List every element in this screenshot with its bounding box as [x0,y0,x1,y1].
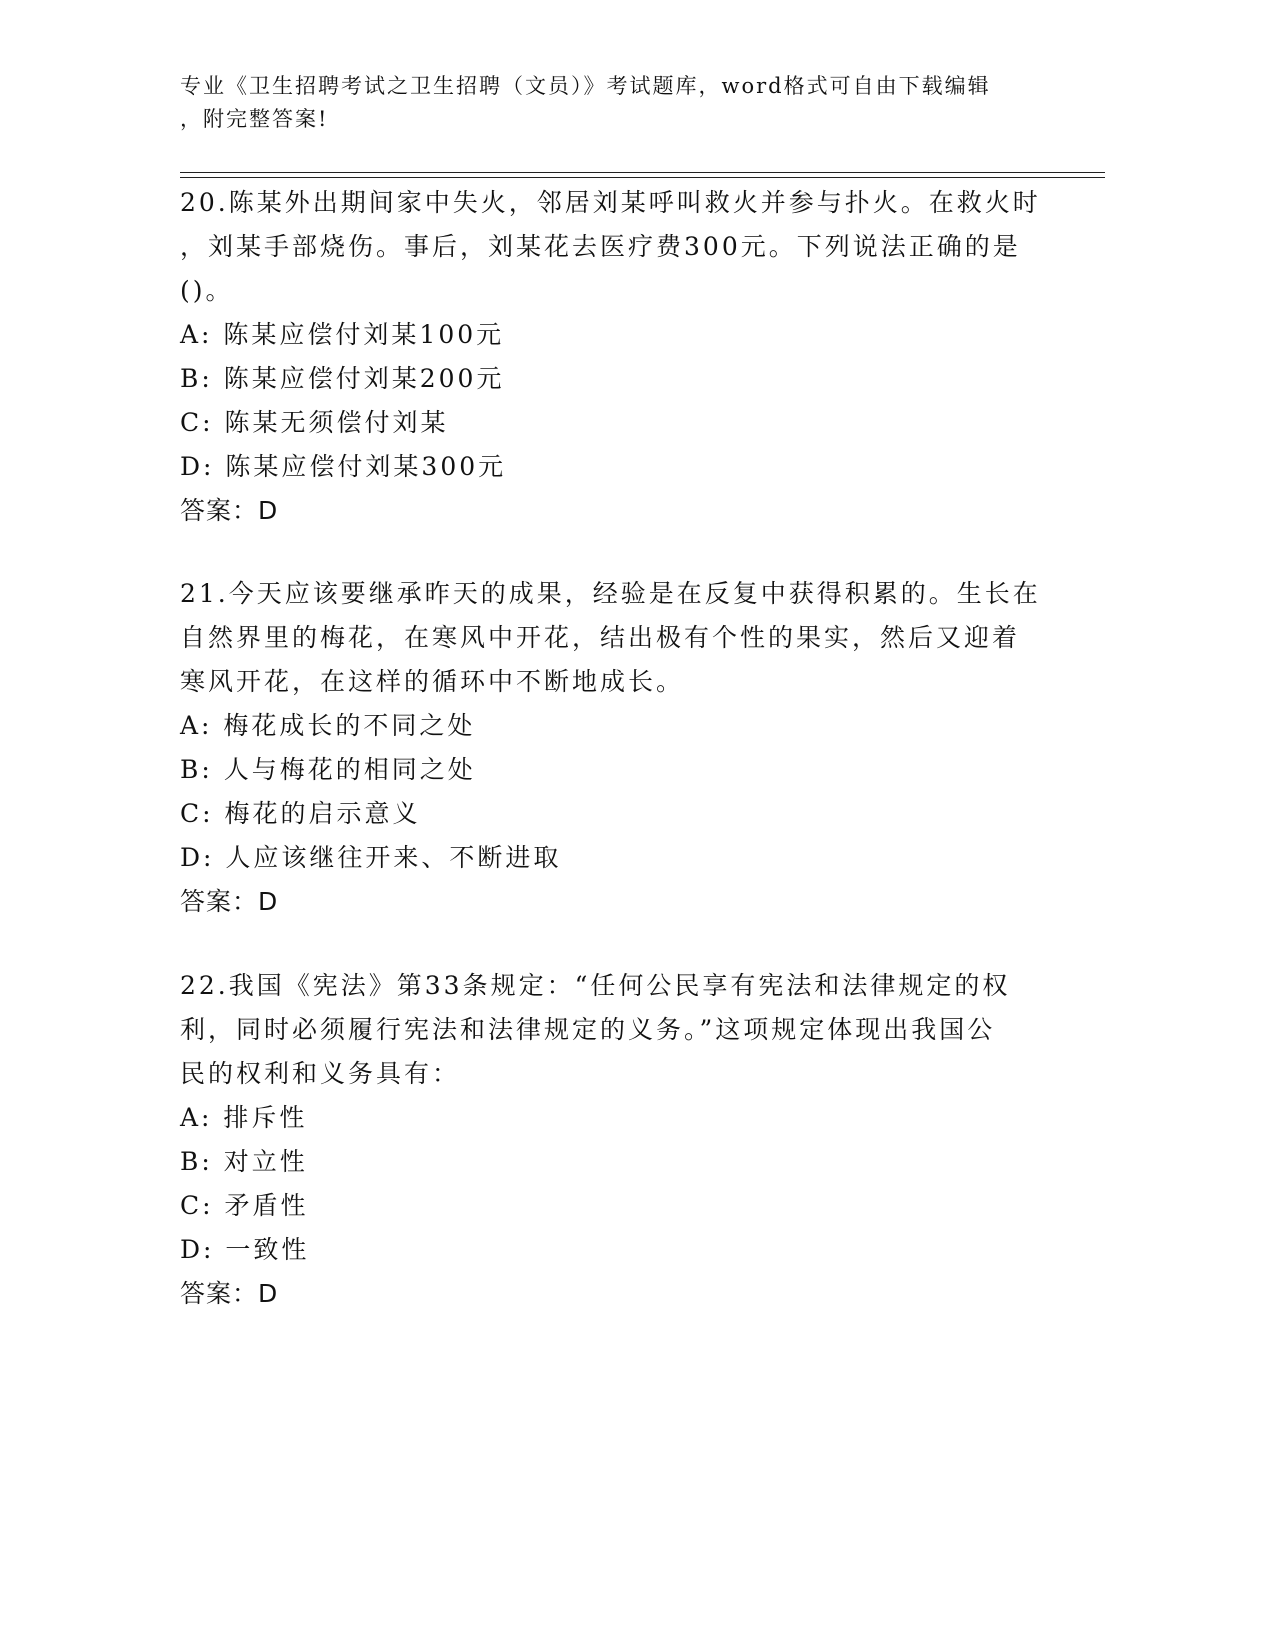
answer-label: 答案：D [180,887,279,916]
question-22 [180,964,1060,1316]
option-a: A: 梅花成长的不同之处 [180,711,476,740]
question-stem-line: 20.陈某外出期间家中失火，邻居刘某呼叫救火并参与扑火。在救火时 [180,188,1041,217]
option-c: C: 梅花的启示意义 [180,799,421,828]
option-a: A: 陈某应偿付刘某100元 [180,320,505,349]
document-header [180,70,1060,136]
question-stem-line: 寒风开花，在这样的循环中不断地成长。 [180,667,685,696]
question-stem-line: 自然界里的梅花，在寒风中开花，结出极有个性的果实，然后又迎着 [180,623,1021,652]
option-c: C: 陈某无须偿付刘某 [180,408,449,437]
option-d: D: 人应该继往开来、不断进取 [180,843,562,872]
question-stem-line: 22.我国《宪法》第33条规定：“任何公民享有宪法和法律规定的权 [180,971,1011,1000]
option-d: D: 一致性 [180,1235,310,1264]
question-stem-line: 民的权利和义务具有： [180,1059,461,1088]
question-stem-line: ()。 [180,276,234,305]
answer-label: 答案：D [180,1279,279,1308]
header-line-2: ，附完整答案! [180,107,329,131]
option-d: D: 陈某应偿付刘某300元 [180,452,507,481]
option-a: A: 排斥性 [180,1103,308,1132]
option-b: B: 陈某应偿付刘某200元 [180,364,505,393]
question-stem-line: ，刘某手部烧伤。事后，刘某花去医疗费300元。下列说法正确的是 [180,232,1021,261]
header-divider-bottom [180,177,1105,178]
question-21 [180,572,1060,924]
option-c: C: 矛盾性 [180,1191,309,1220]
option-b: B: 人与梅花的相同之处 [180,755,476,784]
answer-label: 答案：D [180,496,279,525]
header-line-1: 专业《卫生招聘考试之卫生招聘（文员）》考试题库，word格式可自由下载编辑 [180,74,991,98]
question-stem-line: 21.今天应该要继承昨天的成果，经验是在反复中获得积累的。生长在 [180,579,1041,608]
header-divider-top [180,172,1105,173]
question-stem-line: 利，同时必须履行宪法和法律规定的义务。”这项规定体现出我国公 [180,1015,996,1044]
question-20 [180,181,1060,533]
option-b: B: 对立性 [180,1147,308,1176]
